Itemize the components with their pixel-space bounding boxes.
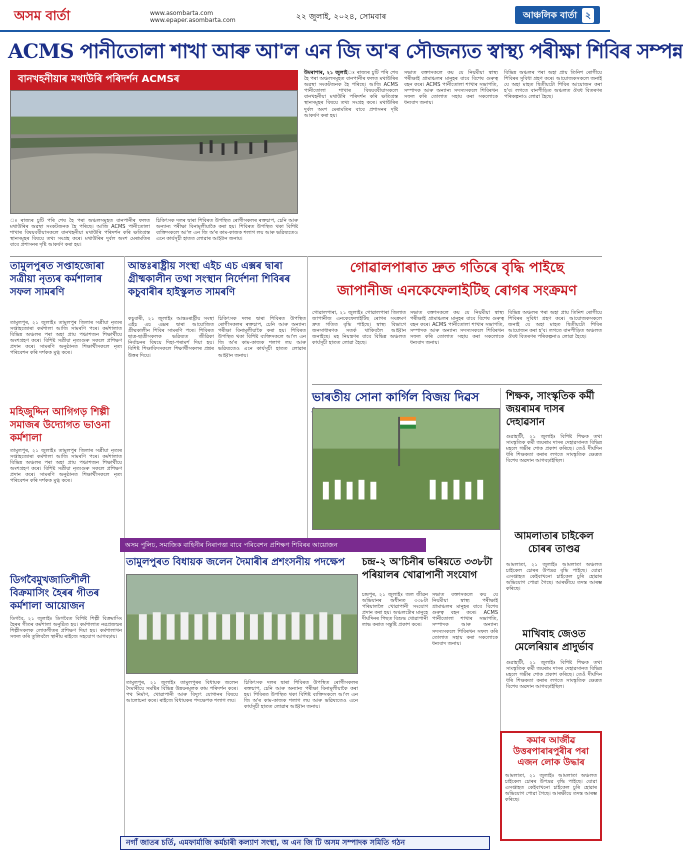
bottom-news-strip: নগাঁ জাতৰ চৰ্তি, এমফাৰ্মাজি কৰ্মচাৰী কল্যাণ সংস্থা, অ এন জি টি অসম সম্পাদক সমিতি গঠন [120,836,490,850]
group-photo [126,574,358,674]
article-chandra-body-1: চন্দ্ৰপুৰ, ২১ জুলাইঃ জল জীৱন অভিযানৰ অধীনত ৩৩৮টা পৰিয়াললৈ খোৱাপানী সংযোগ প্ৰদান কৰা হয়। অঞ্চলটোৰ মানুহে দীৰ্ঘদিনৰ পিছত বিশুদ্ধ খোৱাপানী লাভ কৰাত সন্তুষ্টি প্ৰকাশ কৰে। [362,592,428,629]
article-antarrashtriya-body-2: চিকিৎসক দলৰ দ্বাৰা শিবিৰত উপস্থিত ৰোগীসকলৰ ৰক্তচাপ, চেনি আৰু অন্যান্য পৰীক্ষা বিনামূলীয়াকৈ কৰা হয়। শিবিৰত উপস্থিত থকা বিশিষ্ট ব্যক্তিসকলে আ'ল এন জি অ'ৰ কাম-কাজক শলাগ লয় আৰু ভৱিষ্যতেও এনে কাৰ্যসূচী হাতত লোৱাৰ আহ্বান জনায়। [218,316,306,359]
top-story-sub-strip: বানখহনীয়াৰ মথাউৰি পৰিদৰ্শন ACMSৰ [10,70,298,90]
river-embankment-photo [10,90,298,214]
photo-caption-text: ঃ ৰাজ্যৰ চুটি পৰি শেষ হৈ পৰা অঞ্চলসমূহত বানপানীৰ ফলত মথাউৰিৰ অৱস্থা সংকটজনক হৈ পৰিছে। আজি ACMS পানীতোলা শাখাৰ বিষয়ববীয়াসকলে বানখহনীয়া মথাউৰি পৰিদৰ্শন কৰি ক্ষতিগ্ৰস্ত স্থানসমূহৰ বিষয়ে তথ্য সংগ্ৰহ কৰে। মথাউৰিৰ দুৰ্বল অংশ মেৰামতিৰ বাবে প্ৰশাসনৰ দৃষ্টি আকৰ্ষণ কৰা হয়। [10,218,150,249]
headline-mahijuddin: মহিজুদ্দিন আগিগড় শিল্পী সমাজৰ উদ্যোগত ভাওনা কৰ্মশালা [10,407,111,444]
kargil-diwas-photo [312,408,500,530]
headline-goalpara [312,257,602,307]
headline-tamulpur: তামুলপুৰত সপ্তাহজোৰা সত্ৰীয়া নৃত্যৰ কৰ্মশালাৰ সফল সামৰণি [10,261,105,298]
article-bidhayak-body-1: তামুলপুৰ, ২১ জুলাইঃ তামুলপুৰৰ বিধায়ক জলেন দৈমাৰীয়ে সমষ্টিৰ বিভিন্ন উন্নয়নমূলক কাম পৰিদৰ্শন কৰে। পথ নিৰ্মাণ, খোৱাপানী আৰু বিদ্যুৎ যোগানৰ বিষয়ে আলোচনা কৰে। ৰাইজে বিধায়কৰ পদক্ষেপক শলাগ লয়। [126,680,238,705]
page-number: ২ [582,8,594,23]
top-story-col-1 [304,70,398,250]
website-line[interactable]: www.asombarta.com [150,10,214,17]
headline-chandra: চন্দ্ৰ-২ অ'চিনীৰ ভৰিয়তে ৩৩৮টা পৰিয়ালৰ খোৱাপানী সংযোগ [362,557,493,581]
divider [312,384,602,385]
website-info [150,10,236,24]
headline-amolai: আমলাতাৰ চাইকেল চোৰৰ তাণ্ডৱ [514,531,594,555]
headline-digboi: ডিগবৈমুখজাতিশীলী বিক্ৰমাসিং হৈৰৰ গীতৰ কৰ্মশালা আয়োজন [10,575,100,612]
top-story-title-wrap [8,36,683,66]
newspaper-logo[interactable]: অসম বাৰ্তা [14,9,71,24]
boxed-news-item [500,731,602,841]
article-antarrashtriya-body-1: কচুবাৰী, ২১ জুলাইঃ আন্তঃৰাষ্ট্ৰীয় সংস্থা এইচ এচ এক্সৰ দ্বাৰা আয়োজিত গ্ৰীষ্মকালীন শিবিৰ সামৰণি পৰে। শিবিৰত ছাত্ৰ-ছাত্ৰীসকলক ভৱিষ্যত জীৱিকা নিৰ্বাচনৰ বিষয়ে দিহা-পৰামৰ্শ দিয়া হয়। বিশিষ্ট শিক্ষাবিদসকলে শিক্ষাৰ্থীসকলৰ প্ৰশ্নৰ উত্তৰ দিয়ে। [128,316,214,359]
article-mahijuddin-body: তামুলপুৰ, ২১ জুলাইঃ তামুলপুৰ জিলাৰ সত্ৰীয়া নৃত্যৰ সপ্তাহজোৰা কৰ্মশালা আজি সামৰণি পৰে। কৰ্মশালাত বিভিন্ন অঞ্চলৰ পৰা অহা প্ৰায় পঞ্চাশজন শিক্ষাৰ্থীয়ে অংশগ্ৰহণ কৰে। বিশিষ্ট সত্ৰীয়া নৃত্যগুৰু সকলে প্ৰশিক্ষণ প্ৰদান কৰে। সামৰণি অনুষ্ঠানত শিক্ষাৰ্থীসকলে নৃত্য পৰিবেশন কৰি দৰ্শকক মুগ্ধ কৰে। [10,448,122,485]
headline-tamulpur-bidhayak: তামুলপুৰত বিধায়ক জলেন দৈমাৰীৰ প্ৰশংসনীয় পদক্ষেপ [126,557,345,568]
top-story-col-2: সভাত বক্তাসকলে কয় যে নিয়মীয়া স্বাস্থ্য পৰীক্ষাই গ্ৰামাঞ্চলৰ মানুহৰ বাবে বিশেষ গুৰুত্ব বহন কৰে। ACMS পানীতোলা শাখাৰ সভাপতি, সম্পাদক আৰু অন্যান্য সদস্যসকলে শিবিৰখন সফল কৰি তোলাত সহায় কৰা সকলোকে ধন্যবাদ জনায়। [404,70,498,107]
middle-news-strip: অসম পুলিচ, সমাজিক বাহিনীৰ নিৰাপত্তা বাবে পৰিবেশন প্ৰশিক্ষণ শিবিৰৰ আয়োজন [120,538,426,552]
column-divider [307,256,308,538]
section-name: আঞ্চলিক বাৰ্তা [522,11,577,21]
headline-shikshak: শিক্ষক, সাংস্কৃতিক কৰ্মী জয়ৰামৰ দাসৰ দেহাৱসান [506,391,595,428]
middle-col-text: চিকিৎসক দলৰ দ্বাৰা শিবিৰত উপস্থিত ৰোগীসকলৰ ৰক্তচাপ, চেনি আৰু অন্যান্য পৰীক্ষা বিনামূলীয়াকৈ কৰা হয়। শিবিৰত উপস্থিত থকা বিশিষ্ট ব্যক্তিসকলে আ'ল এন জি অ'ৰ কাম-কাজক শলাগ লয় আৰু ভৱিষ্যতেও এনে কাৰ্যসূচী হাতত লোৱাৰ আহ্বান জনায়। [156,218,298,243]
article-amolai-body: আমলাতা, ২১ জুলাইঃ আমলাতা অঞ্চলত চাইকেল চোৰৰ উপদ্ৰৱ বৃদ্ধি পাইছে। যোৱা এসপ্তাহত কেইবাখনো চাইকেল চুৰি হোৱাৰ অভিযোগ পোৱা গৈছে। আৰক্ষীয়ে তদন্ত আৰম্ভ কৰিছে। [506,562,602,593]
article-digboi-body: ডিগবৈ, ২১ জুলাইঃ ডিগবৈত বিশিষ্ট শিল্পী বিক্ৰমাসিং হৈৰৰ গীতৰ কৰ্মশালা অনুষ্ঠিত হয়। কৰ্মশালাত নৱপ্ৰজন্মৰ শিল্পীসকলক লোকগীতৰ প্ৰশিক্ষণ দিয়া হয়। কৰ্মশালাখন সফল কৰি তুলিবলৈ স্থানীয় ৰাইজে সহযোগ আগবঢ়ায়। [10,616,122,641]
article-chandra-body-2: সভাত বক্তাসকলে কয় যে নিয়মীয়া স্বাস্থ্য পৰীক্ষাই গ্ৰামাঞ্চলৰ মানুহৰ বাবে বিশেষ গুৰুত্ব বহন কৰে। ACMS পানীতোলা শাখাৰ সভাপতি, সম্পাদক আৰু অন্যান্য সদস্যসকলে শিবিৰখন সফল কৰি তোলাত সহায় কৰা সকলোকে ধন্যবাদ জনায়। [432,592,498,647]
article-goalpara-body-3: বিভিন্ন অঞ্চলৰ পৰা অহা প্ৰায় তিনিশ ৰোগীয়ে শিবিৰৰ সুবিধা গ্ৰহণ কৰে। আয়োজকসকলে জনাই যে অহা মাহত দ্বিতীয়টো শিবিৰ আয়োজন কৰা হ'ব। লগতে বানপীড়িত অঞ্চলত ঔষধ বিতৰণৰ পৰিকল্পনাও লোৱা হৈছে। [508,310,602,341]
section-label [515,6,600,24]
top-story-col-3: বিভিন্ন অঞ্চলৰ পৰা অহা প্ৰায় তিনিশ ৰোগীয়ে শিবিৰৰ সুবিধা গ্ৰহণ কৰে। আয়োজকসকলে জনাই যে অহা মাহত দ্বিতীয়টো শিবিৰ আয়োজন কৰা হ'ব। লগতে বানপীড়িত অঞ্চলত ঔষধ বিতৰণৰ পৰিকল্পনাও লোৱা হৈছে। [504,70,602,101]
article-goalpara-body-2: সভাত বক্তাসকলে কয় যে নিয়মীয়া স্বাস্থ্য পৰীক্ষাই গ্ৰামাঞ্চলৰ মানুহৰ বাবে বিশেষ গুৰুত্ব বহন কৰে। ACMS পানীতোলা শাখাৰ সভাপতি, সম্পাদক আৰু অন্যান্য সদস্যসকলে শিবিৰখন সফল কৰি তোলাত সহায় কৰা সকলোকে ধন্যবাদ জনায়। [410,310,504,347]
article-goalpara-body-1: গোৱালপাৰা, ২১ জুলাইঃ গোৱালপাৰা জিলাত জাপানীজ এনকেফেলাইটিছ ৰোগৰ সংক্ৰমণ দ্ৰুত গতিত বৃদ্ধি পাইছে। স্বাস্থ্য বিভাগে জনসাধাৰণক সতৰ্ক থাকিবলৈ আহ্বান জনাইছে। মহ নিয়ন্ত্ৰণৰ বাবে বিভিন্ন অঞ্চলত কাৰ্যসূচী হাতত লোৱা হৈছে। [312,310,406,347]
dateline: উমৰাপাৰ, ২১ জুলাই [304,70,348,76]
website-line[interactable]: www.epaper.asombarta.com [150,17,236,24]
body-text: ঃ ৰাজ্যৰ চুটি পৰি শেষ হৈ পৰা অঞ্চলসমূহত বানপানীৰ ফলত মথাউৰিৰ অৱস্থা সংকটজনক হৈ পৰিছে। আজি ACMS পানীতোলা শাখাৰ বিষয়ববীয়াসকলে বানখহনীয়া মথাউৰি পৰিদৰ্শন কৰি ক্ষতিগ্ৰস্ত স্থানসমূহৰ বিষয়ে তথ্য সংগ্ৰহ কৰে। মথাউৰিৰ দুৰ্বল অংশ মেৰামতিৰ বাবে প্ৰশাসনৰ দৃষ্টি আকৰ্ষণ কৰা হয়। [304,70,398,119]
headline-goalpara-line2: জাপানীজ এনকেফেলাইটিছ ৰোগৰ সংক্ৰমণ [337,283,577,299]
headline-kamrup: কমাৰ আৰ্জীৱ উত্তৰপাৰাৰপুৰীৰ পৰা এজন লোক উদ্ধাৰ [513,736,589,768]
article-kamrup-body: আমলাতা, ২১ জুলাইঃ আমলাতা অঞ্চলত চাইকেল চোৰৰ উপদ্ৰৱ বৃদ্ধি পাইছে। যোৱা এসপ্তাহত কেইবাখনো চাইকেল চুৰি হোৱাৰ অভিযোগ পোৱা গৈছে। আৰক্ষীয়ে তদন্ত আৰম্ভ কৰিছে। [505,773,597,804]
masthead [0,0,610,32]
issue-date: ২২ জুলাই, ২০২৪, সোমবাৰ [296,12,387,21]
article-bidhayak-body-2: চিকিৎসক দলৰ দ্বাৰা শিবিৰত উপস্থিত ৰোগীসকলৰ ৰক্তচাপ, চেনি আৰু অন্যান্য পৰীক্ষা বিনামূলীয়াকৈ কৰা হয়। শিবিৰত উপস্থিত থকা বিশিষ্ট ব্যক্তিসকলে আ'ল এন জি অ'ৰ কাম-কাজক শলাগ লয় আৰু ভৱিষ্যতেও এনে কাৰ্যসূচী হাতত লোৱাৰ আহ্বান জনায়। [244,680,358,711]
article-makhibaha-body: গুৱাহাটী, ২১ জুলাইঃ বিশিষ্ট শিক্ষক তথা সাংস্কৃতিক কৰ্মী জয়ৰাম দাসৰ দেহাৱসানত বিভিন্ন মহলে গভীৰ শোক প্ৰকাশ কৰিছে। তেওঁ দীৰ্ঘদিন ধৰি শিক্ষকতা কৰাৰ লগতে সাংস্কৃতিক ক্ষেত্ৰত বিশেষ অৱদান আগবঢ়াইছিল। [506,660,602,691]
headline-kargil: ভাৰতীয় সোনা কাৰ্গিল বিজয় দিৱস [312,390,480,404]
headline-makhibaha: মাখিবাহ জেওত মেলেৰিয়াৰ প্ৰাদুৰ্ভাব [514,629,594,653]
top-story-title: ACMS পানীতোলা শাখা আৰু আ'ল এন জি অ'ৰ সৌজন্যত স্বাস্থ্য পৰীক্ষা শিবিৰ সম্পন্ন [8,39,683,63]
article-shikshak-body: গুৱাহাটী, ২১ জুলাইঃ বিশিষ্ট শিক্ষক তথা সাংস্কৃতিক কৰ্মী জয়ৰাম দাসৰ দেহাৱসানত বিভিন্ন মহলে গভীৰ শোক প্ৰকাশ কৰিছে। তেওঁ দীৰ্ঘদিন ধৰি শিক্ষকতা কৰাৰ লগতে সাংস্কৃতিক ক্ষেত্ৰত বিশেষ অৱদান আগবঢ়াইছিল। [506,434,602,465]
headline-antarrashtriya: আন্তঃৰাষ্ট্ৰীয় সংস্থা এইচ এচ এক্সৰ দ্বাৰা গ্ৰীষ্মকালীন তথা সংস্থান নিৰ্দেশনা শিবিৰৰ কচুবাৰীৰ হাইস্কুলত সামৰণি [128,261,291,298]
article-tamulpur-body: তামুলপুৰ, ২১ জুলাইঃ তামুলপুৰ জিলাৰ সত্ৰীয়া নৃত্যৰ সপ্তাহজোৰা কৰ্মশালা আজি সামৰণি পৰে। কৰ্মশালাত বিভিন্ন অঞ্চলৰ পৰা অহা প্ৰায় পঞ্চাশজন শিক্ষাৰ্থীয়ে অংশগ্ৰহণ কৰে। বিশিষ্ট সত্ৰীয়া নৃত্যগুৰু সকলে প্ৰশিক্ষণ প্ৰদান কৰে। সামৰণি অনুষ্ঠানত শিক্ষাৰ্থীসকলে নৃত্য পৰিবেশন কৰি দৰ্শকক মুগ্ধ কৰে। [10,320,122,357]
headline-goalpara-line1: গোৱালপাৰাত দ্ৰুত গতিৰে বৃদ্ধি পাইছে [349,260,565,276]
